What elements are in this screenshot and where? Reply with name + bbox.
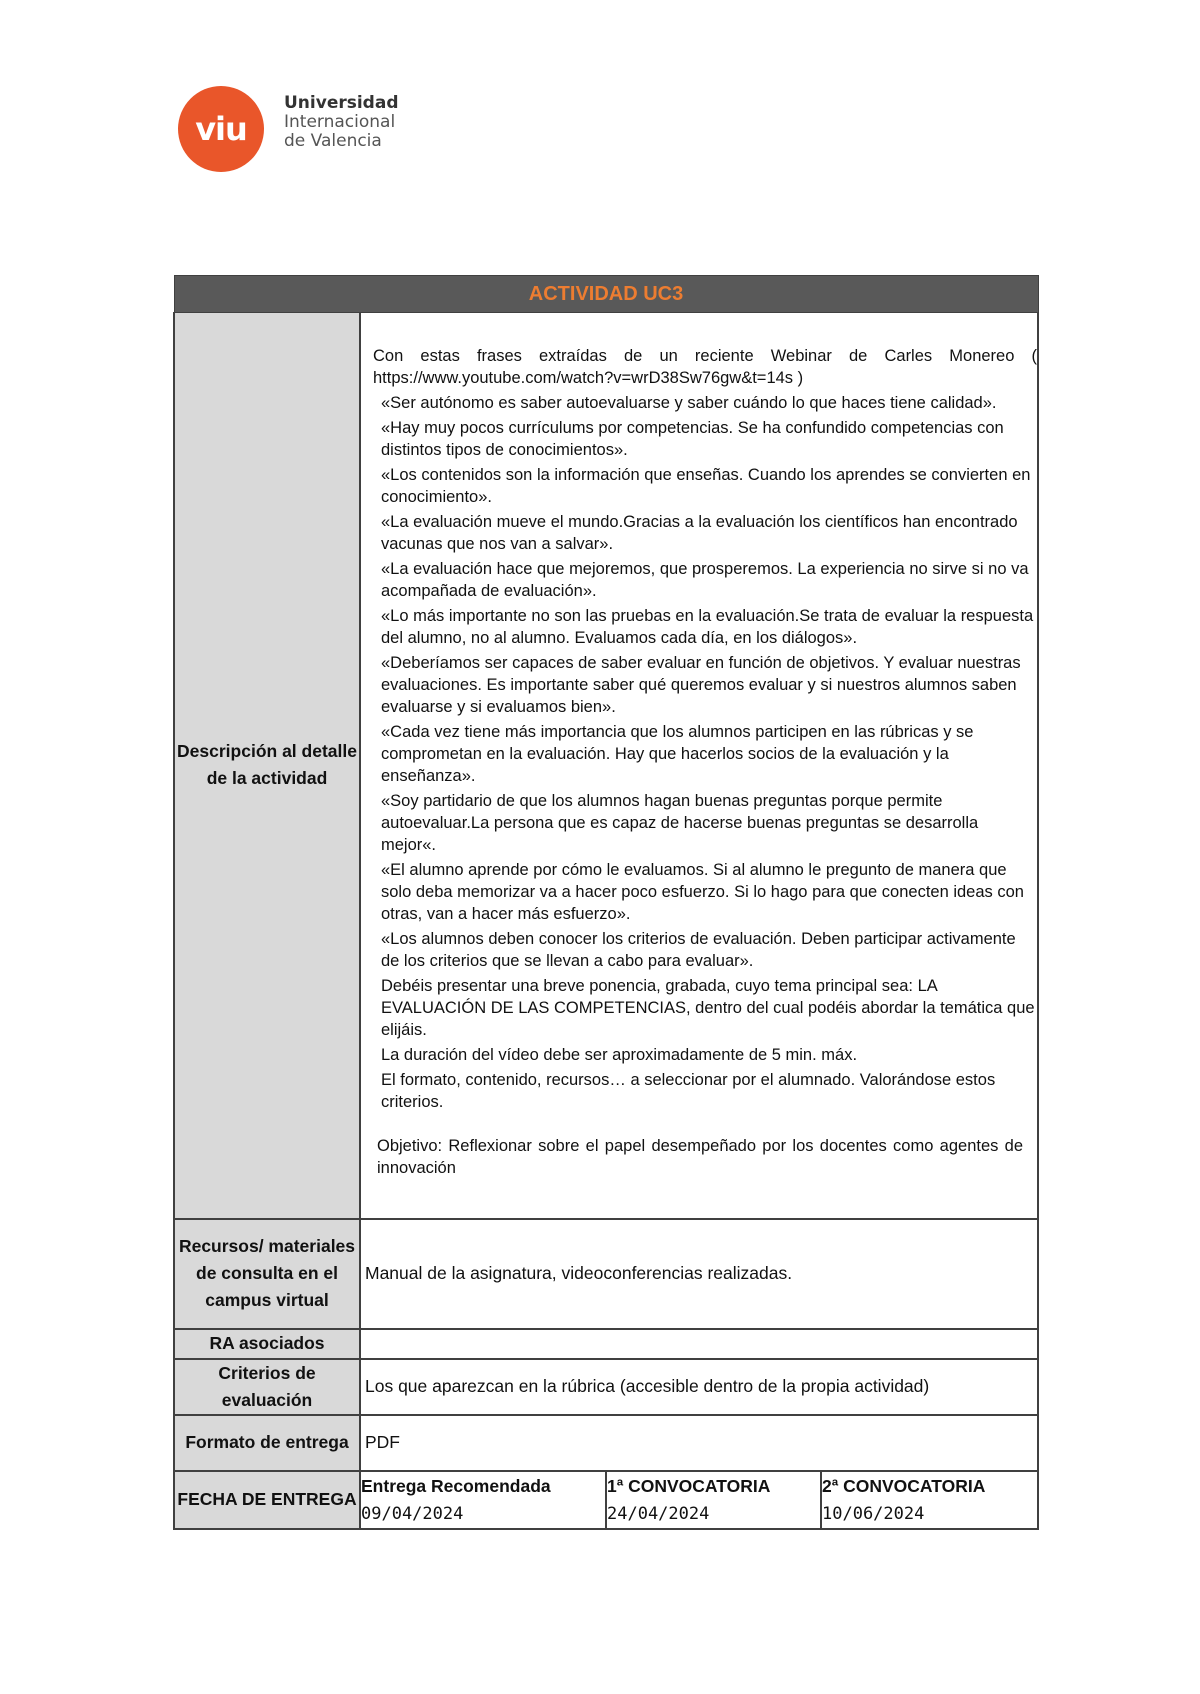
dates-label: FECHA DE ENTREGA <box>174 1471 360 1529</box>
date-col-second-call <box>821 1472 1039 1528</box>
date-value: 09/04/2024 <box>361 1503 464 1524</box>
date-heading: 1ª CONVOCATORIA <box>607 1475 771 1496</box>
criteria-value: Los que aparezcan en la rúbrica (accesible dentro de la propia actividad) <box>360 1359 1038 1415</box>
quote-item: «Los alumnos deben conocer los criterios de evaluación. Deben participar activamente de los criterios que se llevan a cabo para evaluar». <box>381 930 1016 970</box>
format-label: Formato de entrega <box>174 1415 360 1471</box>
viu-logo-mark: viu <box>178 86 264 172</box>
date-col-first-call <box>606 1472 821 1528</box>
resources-value: Manual de la asignatura, videoconferencias realizadas. <box>360 1219 1038 1329</box>
title-row <box>174 276 1038 313</box>
quote-item: «Cada vez tiene más importancia que los alumnos participen en las rúbricas y se comprometan en la evaluación. Hay que hacerlos socios de la evaluación y la enseñanza». <box>381 723 974 785</box>
date-value: 24/04/2024 <box>607 1503 710 1524</box>
date-heading: Entrega Recomendada <box>361 1475 551 1496</box>
quote-item: «Los contenidos son la información que enseñas. Cuando los aprendes se convierten en conocimiento». <box>381 466 1031 506</box>
criteria-label: Criterios de evaluación <box>174 1359 360 1415</box>
logo-wordmark <box>284 94 398 151</box>
university-logo <box>178 86 418 172</box>
instruction-item: Debéis presentar una breve ponencia, grabada, cuyo tema principal sea: LA EVALUACIÓN DE LAS COMPETENCIAS, dentro del cual podéis abordar la temática que elijáis. <box>381 977 1035 1039</box>
logo-line-2: Internacional <box>284 112 396 132</box>
activity-title: ACTIVIDAD UC3 <box>174 276 1038 313</box>
instruction-item: El formato, contenido, recursos… a seleccionar por el alumnado. Valorándose estos criterios. <box>381 1071 996 1111</box>
format-row <box>174 1415 1038 1471</box>
ra-label: RA asociados <box>174 1329 360 1359</box>
quote-item: «Ser autónomo es saber autoevaluarse y saber cuándo lo que haces tiene calidad». <box>381 394 997 412</box>
quote-item: «Soy partidario de que los alumnos hagan buenas preguntas porque permite autoevaluar.La persona que es capaz de hacerse buenas preguntas se desarrolla mejor«. <box>381 792 979 854</box>
description-content <box>360 313 1038 1219</box>
quote-item: «Deberíamos ser capaces de saber evaluar en función de objetivos. Y evaluar nuestras evaluaciones. Es importante saber qué queremos evaluar y si nuestros alumnos saben evaluarse y si evaluamos bien». <box>381 654 1021 716</box>
logo-line-3: de Valencia <box>284 131 382 151</box>
quote-item: «La evaluación mueve el mundo.Gracias a la evaluación los científicos han encontrado vacunas que nos van a salvar». <box>381 513 1018 553</box>
date-heading: 2ª CONVOCATORIA <box>822 1475 986 1496</box>
logo-line-1: Universidad <box>284 93 399 113</box>
quote-item: «El alumno aprende por cómo le evaluamos. Si al alumno le pregunto de manera que solo deba memorizar va a hacer poco esfuerzo. Si lo hago para que conecten ideas con otras, van a hacer más esfuerzo». <box>381 861 1024 923</box>
date-col-recommended <box>361 1472 606 1528</box>
quote-item: «Lo más importante no son las pruebas en la evaluación.Se trata de evaluar la respuesta del alumno, no al alumno. Evaluamos cada día, en los diálogos». <box>381 607 1034 647</box>
criteria-row <box>174 1359 1038 1415</box>
description-row <box>174 313 1038 1219</box>
ra-row <box>174 1329 1038 1359</box>
objective-text: Objetivo: Reflexionar sobre el papel desempeñado por los docentes como agentes de innovación <box>377 1137 1024 1177</box>
date-value: 10/06/2024 <box>822 1503 925 1524</box>
description-label: Descripción al detalle de la actividad <box>174 313 360 1219</box>
instruction-item: La duración del vídeo debe ser aproximadamente de 5 min. máx. <box>381 1046 858 1064</box>
format-value: PDF <box>360 1415 1038 1471</box>
activity-table <box>173 275 1039 1530</box>
quote-item: «La evaluación hace que mejoremos, que prosperemos. La experiencia no sirve si no va acompañada de evaluación». <box>381 560 1029 600</box>
resources-label: Recursos/ materiales de consulta en el campus virtual <box>174 1219 360 1329</box>
description-intro: Con estas frases extraídas de un reciente Webinar de Carles Monereo ( https://www.youtube.com/watch?v=wrD38Sw76gw&t=14s ) <box>373 347 1038 387</box>
quote-item: «Hay muy pocos currículums por competencias. Se ha confundido competencias con distintos tipos de conocimientos». <box>381 419 1004 459</box>
ra-value <box>360 1329 1038 1359</box>
dates-row <box>174 1471 1038 1529</box>
resources-row <box>174 1219 1038 1329</box>
dates-content <box>360 1471 1038 1529</box>
dates-table <box>361 1472 1039 1528</box>
